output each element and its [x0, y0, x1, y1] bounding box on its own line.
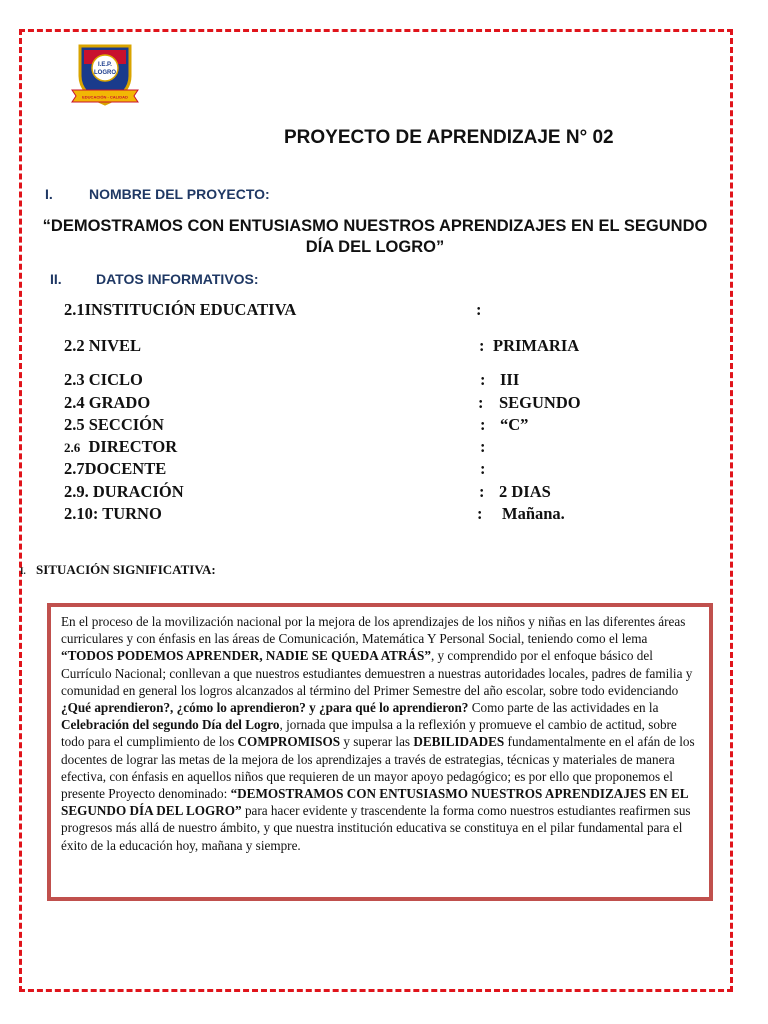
section-label: DATOS INFORMATIVOS: [96, 271, 259, 287]
situation-bold-text: COMPROMISOS [237, 734, 341, 750]
row-label-text: DIRECTOR [88, 437, 178, 456]
row-label: 2.1INSTITUCIÓN EDUCATIVA [64, 300, 297, 319]
section-number: II. [50, 271, 62, 287]
section-heading-project-name [45, 186, 270, 202]
row-label [64, 437, 177, 457]
row-colon: : [480, 415, 486, 434]
situation-bold-text: ¿Qué aprendieron?, ¿cómo lo aprendieron? y ¿para qué lo aprendieron? [61, 700, 469, 716]
page-title: PROYECTO DE APRENDIZAJE N° 02 [284, 127, 614, 148]
row-value: III [500, 370, 520, 389]
row-colon: : [480, 459, 486, 478]
section-number: I. [45, 186, 53, 202]
row-colon: : [479, 336, 485, 355]
situation-bold-text: “DEMOSTRAMOS CON ENTUSIASMO NUESTROS APRENDIZAJES EN EL SEGUNDO DÍA DEL LOGRO” [61, 786, 688, 819]
row-label: 2.7DOCENTE [64, 459, 167, 478]
section-heading-situation [20, 562, 216, 578]
situation-text: para hacer evidente y trascendente la forma como nuestros estudiantes reafirmen sus progresos más allá de nuestro ámbito, y que nuestra institución educativa se constituya en el pilar fundamental para el éxito de la educación hoy, mañana y siempre. [61, 803, 691, 853]
section-heading-general-data [50, 271, 259, 287]
row-value: 2 DIAS [499, 482, 551, 501]
row-value: PRIMARIA [493, 336, 580, 355]
row-label: 2.10: TURNO [64, 504, 162, 523]
svg-text:I.E.P.: I.E.P. [98, 62, 112, 68]
row-label: 2.4 GRADO [64, 393, 151, 412]
school-logo [70, 38, 140, 110]
row-value: Mañana. [502, 504, 565, 523]
section-number: I. [20, 566, 26, 576]
situation-text: fundamentalmente en el afán de los docentes de lograr las metas de la mejora de los aprendizajes a través de estrategias, técnicas y materiales de manera efectiva, con énfasis en aquellos niños que requieren de un mayor apoyo pedagógico; es por ello que proponemos el presente Proyecto denominado: [61, 734, 695, 802]
situation-bold-text: “TODOS PODEMOS APRENDER, NADIE SE QUEDA ATRÁS” [61, 648, 431, 664]
row-label-number: 2.6 [64, 440, 81, 455]
situation-text: , jornada que impulsa a la reflexión y promueve el cambio de actitud, sobre todo para el cumplimiento de los [61, 717, 677, 750]
row-label: 2.5 SECCIÓN [64, 415, 164, 434]
row-label: 2.2 NIVEL [64, 336, 142, 355]
situation-bold-text: DEBILIDADES [413, 734, 505, 750]
row-label: 2.3 CICLO [64, 370, 143, 389]
situation-text: En el proceso de la movilización nacional por la mejora de los aprendizajes de los niños y niñas en las diferentes áreas curriculares y con énfasis en las áreas de Comunicación, Matemática Y Personal Social, teniendo como el lema [61, 614, 686, 647]
section-label: NOMBRE DEL PROYECTO: [89, 186, 270, 202]
situation-text: Como parte de las actividades en la [468, 700, 659, 716]
svg-text:LOGRO: LOGRO [94, 70, 116, 76]
row-colon: : [480, 370, 486, 389]
section-label: SITUACIÓN SIGNIFICATIVA: [36, 562, 216, 577]
row-colon: : [479, 482, 485, 501]
situation-text: y superar las [340, 734, 414, 750]
row-colon: : [476, 300, 482, 319]
situation-textbox [47, 603, 713, 901]
row-value: “C” [500, 415, 529, 434]
svg-text:EDUCACIÓN - CALIDAD: EDUCACIÓN - CALIDAD [82, 94, 128, 100]
situation-text: , y comprendido por el enfoque básico del Currículo Nacional; conllevan a que nuestros estudiantes demuestren a nuestras autoridades locales, padres de familia y comunidad en general los logros alcanzados al término del Primer Semestre del año escolar, sobre todo evidenciando [61, 648, 693, 698]
situation-bold-text: Celebración del segundo Día del Logro [61, 717, 280, 733]
row-value: SEGUNDO [499, 393, 581, 412]
row-label: 2.9. DURACIÓN [64, 482, 184, 501]
row-colon: : [478, 393, 484, 412]
project-name: “DEMOSTRAMOS CON ENTUSIASMO NUESTROS APRENDIZAJES EN EL SEGUNDO DÍA DEL LOGRO” [42, 217, 708, 256]
row-colon: : [480, 437, 486, 456]
row-colon: : [477, 504, 483, 523]
